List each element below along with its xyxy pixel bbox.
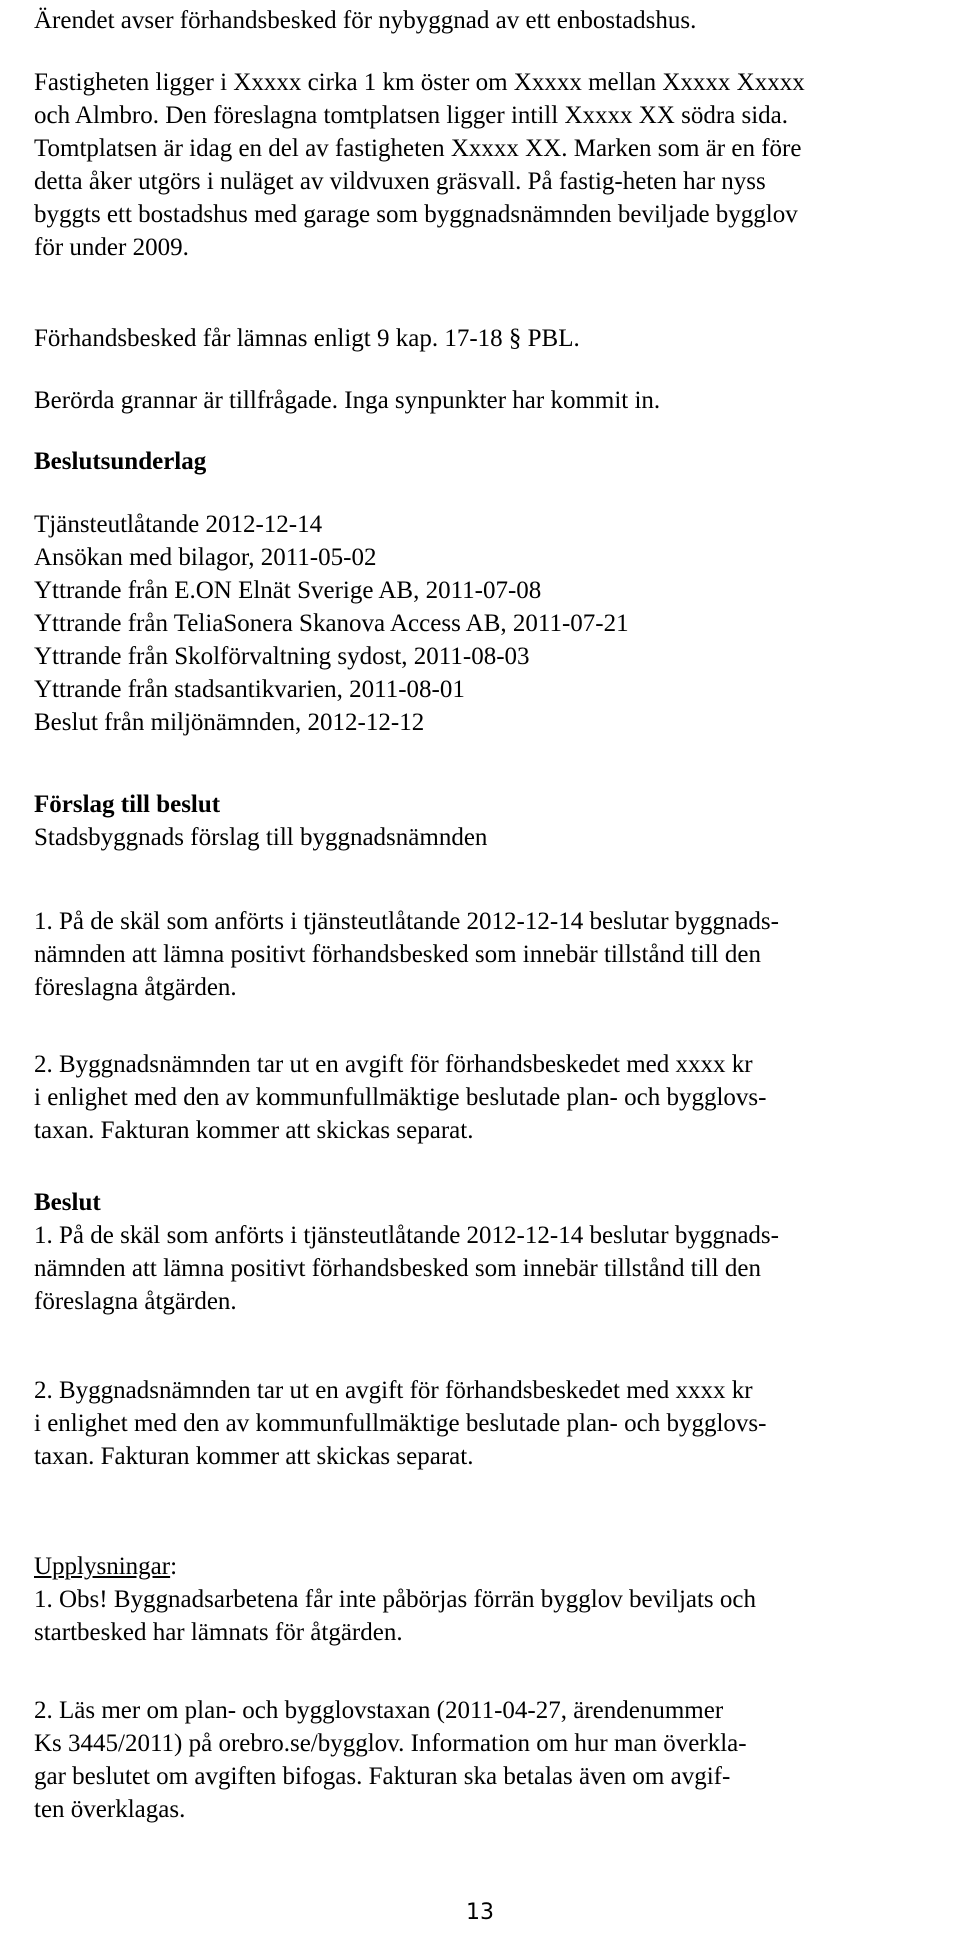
forslag-point-1: 1. På de skäl som anförts i tjänsteutlåtande 2012-12-14 beslutar byggnads- nämnden att lämna positivt förhandsbesked som innebär tillstånd till den föreslagna åtgärden. [34, 908, 779, 1001]
neighbors-paragraph: Berörda grannar är tillfrågade. Inga synpunkter har kommit in. [34, 387, 661, 414]
list-item: Yttrande från TeliaSonera Skanova Access AB, 2011-07-21 [34, 610, 629, 637]
upplysningar-section: Upplysningar: 1. Obs! Byggnadsarbetena får inte påbörjas förrän bygglov beviljats och startbesked har lämnats för åtgärden. [34, 1553, 757, 1646]
law-paragraph: Förhandsbesked får lämnas enligt 9 kap. 17-18 § PBL. [34, 325, 580, 352]
section-subheading: Stadsbyggnads förslag till byggnadsnämnden [34, 824, 488, 851]
beslutsunderlag-list [34, 508, 934, 739]
page-number: 13 [466, 1900, 494, 1925]
section-heading: Upplysningar [34, 1553, 171, 1580]
list-item: Yttrande från Skolförvaltning sydost, 2011-08-03 [34, 643, 530, 670]
list-item: Yttrande från stadsantikvarien, 2011-08-01 [34, 676, 465, 703]
beslut-point-2: 2. Byggnadsnämnden tar ut en avgift för förhandsbeskedet med xxxx kr i enlighet med den av kommunfullmäktige beslutade plan- och bygglovs- taxan. Fakturan kommer att skickas separat. [34, 1377, 767, 1470]
forslag-point-2: 2. Byggnadsnämnden tar ut en avgift för förhandsbeskedet med xxxx kr i enlighet med den av kommunfullmäktige beslutade plan- och bygglovs- taxan. Fakturan kommer att skickas separat. [34, 1051, 767, 1144]
section-heading: Beslut [34, 1189, 101, 1216]
location-paragraph: Fastigheten ligger i Xxxxx cirka 1 km öster om Xxxxx mellan Xxxxx Xxxxx och Almbro. Den föreslagna tomtplatsen ligger intill Xxxxx XX södra sida. Tomtplatsen är idag en del av fastigheten Xxxxx XX. Marken som är en före detta åker utgörs i nuläget av vildvuxen gräsvall. På fastig-heten har nyss byggts ett bostadshus med garage som byggnadsnämnden beviljade bygglov för under 2009. [34, 69, 805, 261]
list-item: Beslut från miljönämnden, 2012-12-12 [34, 709, 425, 736]
intro-paragraph: Ärendet avser förhandsbesked för nybyggnad av ett enbostadshus. [34, 7, 697, 34]
beslutsunderlag-section [34, 445, 934, 478]
section-heading: Beslutsunderlag [34, 448, 207, 475]
list-item: Ansökan med bilagor, 2011-05-02 [34, 544, 377, 571]
forslag-section [34, 788, 934, 854]
list-item: Yttrande från E.ON Elnät Sverige AB, 2011-07-08 [34, 577, 542, 604]
section-heading: Förslag till beslut [34, 791, 221, 818]
upplysningar-point-2: 2. Läs mer om plan- och bygglovstaxan (2011-04-27, ärendenummer Ks 3445/2011) på orebro.se/bygglov. Information om hur man överkla- gar beslutet om avgiften bifogas. Fakturan ska betalas även om avgif- ten överklagas. [34, 1697, 747, 1823]
list-item: Tjänsteutlåtande 2012-12-14 [34, 511, 323, 538]
beslut-section: Beslut 1. På de skäl som anförts i tjänsteutlåtande 2012-12-14 beslutar byggnads- nämnden att lämna positivt förhandsbesked som innebär tillstånd till den föreslagna åtgärden. [34, 1186, 934, 1318]
